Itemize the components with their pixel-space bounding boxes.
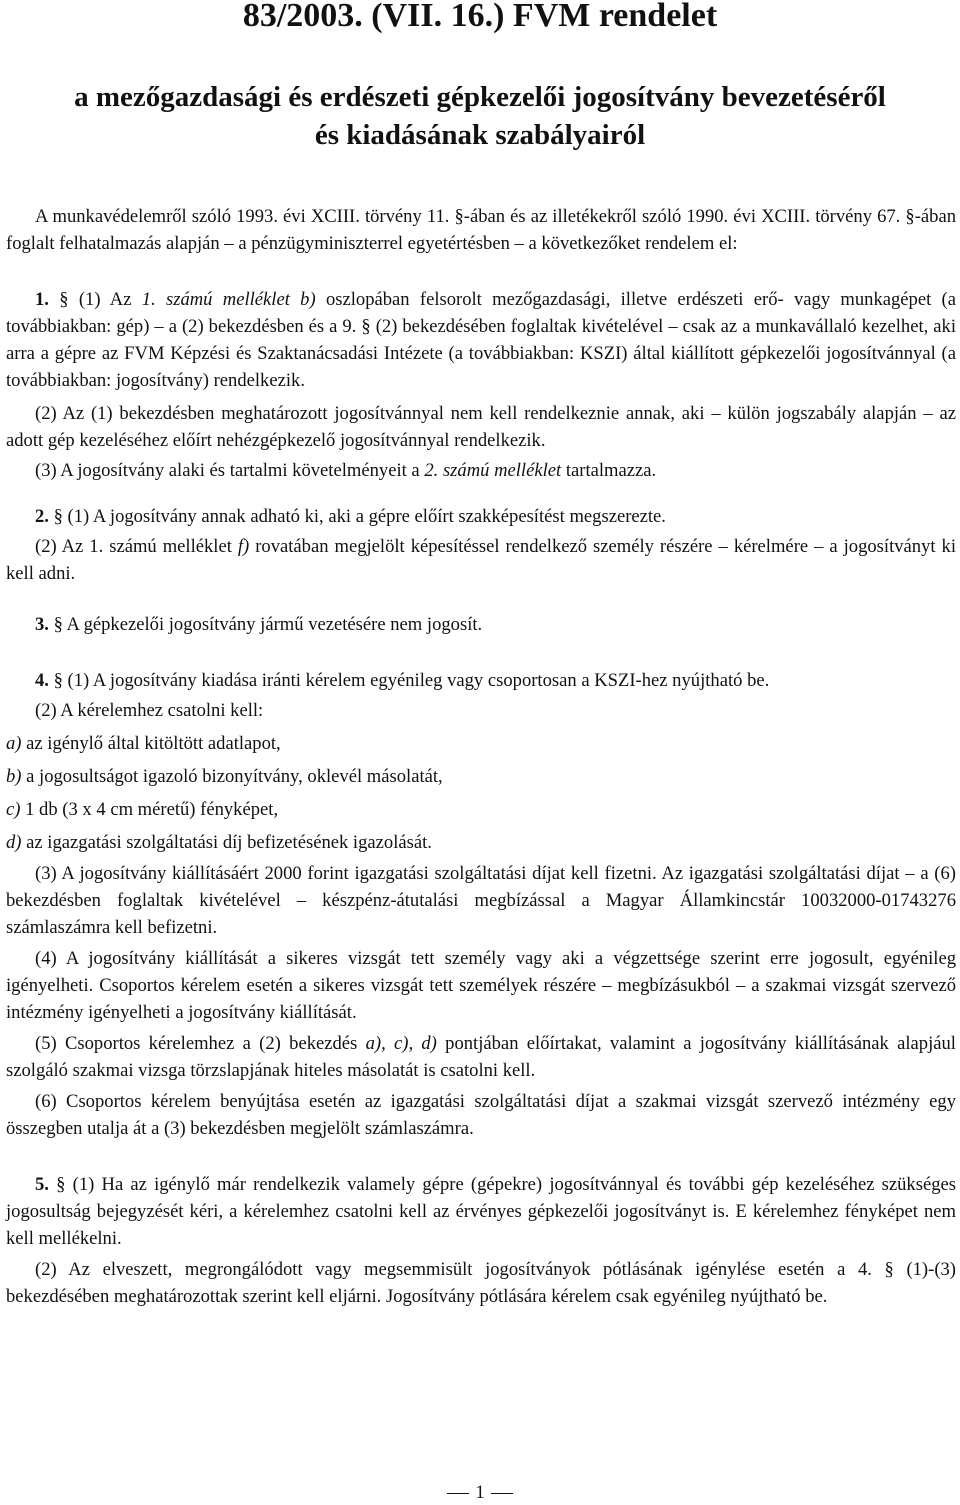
document-subtitle-line-1: a mezőgazdasági és erdészeti gépkezelői jogosítvány bevezetéséről xyxy=(74,81,886,113)
section-1-paragraph-1 xyxy=(6,286,956,394)
section-4-paragraph-1 xyxy=(6,667,956,694)
list-item-a xyxy=(6,730,956,757)
section-1-p3-text-a: (3) A jogosítvány alaki és tartalmi követelményeit a xyxy=(35,460,425,481)
section-5-paragraph-1 xyxy=(6,1171,956,1252)
footer-dash-right xyxy=(491,1493,513,1494)
list-item-text: az igénylő által kitöltött adatlapot, xyxy=(21,733,281,754)
section-4-number: 4. xyxy=(35,670,49,691)
footer-dash-left xyxy=(447,1493,469,1494)
section-1-paragraph-2: (2) Az (1) bekezdésben meghatározott jogosítvánnyal nem kell rendelkeznie annak, aki – külön jogszabály alapján – az adott gép kezeléséhez előírt nehézgépkezelő jogosítvánnyal rendelkezik. xyxy=(6,403,956,451)
list-item-letter: d) xyxy=(6,832,22,853)
section-4-p5-point-reference: a), c), d) xyxy=(365,1033,437,1054)
page-footer xyxy=(0,1482,960,1504)
section-3-p1-text: § A gépkezelői jogosítvány jármű vezetésére nem jogosít. xyxy=(53,614,483,635)
list-item-letter: a) xyxy=(6,733,22,754)
list-item-c xyxy=(6,796,956,823)
section-5-paragraph-2: (2) Az elveszett, megrongálódott vagy megsemmisült jogosítványok pótlásának igénylése esetén a 4. § (1)-(3) bekezdésében meghatározottak szerint kell eljárni. Jogosítvány pótlására kérelem csak egyénileg nyújtható be. xyxy=(6,1259,956,1307)
section-1-number: 1. xyxy=(35,289,49,310)
section-4-paragraph-6: (6) Csoportos kérelem benyújtása esetén az igazgatási szolgáltatási díjat a szakmai vizsgát szervező intézmény egy összegben utalja át a (3) bekezdésben megjelölt számlaszámra. xyxy=(6,1091,956,1139)
section-1-p3-text-b: tartalmazza. xyxy=(561,460,657,481)
section-2-paragraph-2 xyxy=(6,533,956,587)
section-1-p3-annex-reference: 2. számú melléklet xyxy=(424,460,562,481)
list-item-text: az igazgatási szolgáltatási díj befizetésének igazolását. xyxy=(21,832,432,853)
section-3-number: 3. xyxy=(35,614,49,635)
section-2-paragraph-1 xyxy=(6,503,956,530)
section-5-p1-text: § (1) Ha az igénylő már rendelkezik valamely gépre (gépekre) jogosítvánnyal és további gép kezeléséhez szükséges jogosultság bejegyzését kéri, a kérelemhez csatolni kell az érvényes gépkezelői jogosítványt is. E kérelemhez fényképet nem kell mellékelni. xyxy=(6,1174,956,1249)
list-item-text: 1 db (3 x 4 cm méretű) fényképet, xyxy=(20,799,279,820)
list-item-letter: b) xyxy=(6,766,22,787)
preamble: A munkavédelemről szóló 1993. évi XCIII. törvény 11. §-ában és az illetékekről szóló 1990. évi XCIII. törvény 67. §-ában foglalt felhatalmazás alapján – a pénzügyminiszterrel egyetértésben – a következőket rendelem el: xyxy=(6,206,956,254)
section-4-paragraph-2: (2) A kérelemhez csatolni kell: xyxy=(35,700,264,721)
section-2-p2-column-reference: f) xyxy=(237,536,250,557)
section-2-p2-text-a: (2) Az 1. számú melléklet xyxy=(35,536,238,557)
section-4-paragraph-4: (4) A jogosítvány kiállítását a sikeres vizsgát tett személy vagy aki a végzettsége szerint erre jogosult, egyénileg igényelheti. Csoportos kérelem esetén a sikeres vizsgát tett személyek részére – megbízásukból – a szakmai vizsgát szervező intézmény igényelheti a jogosítvány kiállítását. xyxy=(6,948,956,1023)
section-4-paragraph-3: (3) A jogosítvány kiállításáért 2000 forint igazgatási szolgáltatási díjat kell fizetni. Az igazgatási szolgáltatási díjat – a (6) bekezdésben foglaltak kivételével – készpénz-átutalási megbízással a Magyar Államkincstár 10032000-01743276 számlaszámra kell befizetni. xyxy=(6,863,956,938)
section-1-annex-reference: 1. számú melléklet b) xyxy=(141,289,316,310)
document-subtitle-line-2: és kiadásának szabályairól xyxy=(314,119,646,151)
list-item-letter: c) xyxy=(6,799,21,820)
section-2-p2-text-b: rovatában megjelölt képesítéssel rendelkező személy részére – kérelmére – a jogosítványt ki kell adni. xyxy=(6,536,956,584)
section-1-paragraph-3 xyxy=(6,457,956,484)
section-4-p5-text-a: (5) Csoportos kérelemhez a (2) bekezdés xyxy=(35,1033,366,1054)
section-2-p1-text: § (1) A jogosítvány annak adható ki, aki a gépre előírt szakképesítést megszerezte. xyxy=(53,506,666,527)
section-1-p1-text-a: § (1) Az xyxy=(59,289,142,310)
section-3-paragraph-1 xyxy=(6,611,956,638)
section-4-paragraph-5 xyxy=(6,1030,956,1084)
section-1-p1-text-b: oszlopában felsorolt mezőgazdasági, illetve erdészeti erő- vagy munkagépet (a továbbiakban: gép) – a (2) bekezdésben és a 9. § (2) bekezdésében foglaltak kivételével – csak az a munkavállaló kezelhet, aki arra a gépre az FVM Képzési és Szaktanácsadási Intézete (a továbbiakban: KSZI) által kiállított gépkezelői jogosítvánnyal (a továbbiakban: jogosítvány) rendelkezik. xyxy=(6,289,957,391)
section-2-number: 2. xyxy=(35,506,49,527)
document-body xyxy=(6,203,956,1310)
document-title: 83/2003. (VII. 16.) FVM rendelet xyxy=(242,0,718,34)
section-4-p5-text-b: pontjában előírtakat, valamint a jogosítvány kiállításának alapjául szolgáló szakmai vizsga törzslapjának hiteles másolatát is csatolni kell. xyxy=(6,1033,956,1081)
page-number: 1 xyxy=(475,1482,485,1503)
list-item-b xyxy=(6,763,956,790)
list-item-text: a jogosultságot igazoló bizonyítvány, oklevél másolatát, xyxy=(21,766,443,787)
list-item-d xyxy=(6,829,956,856)
section-4-p1-text: § (1) A jogosítvány kiadása iránti kérelem egyénileg vagy csoportosan a KSZI-hez nyújtható be. xyxy=(53,670,770,691)
section-5-number: 5. xyxy=(35,1174,49,1195)
